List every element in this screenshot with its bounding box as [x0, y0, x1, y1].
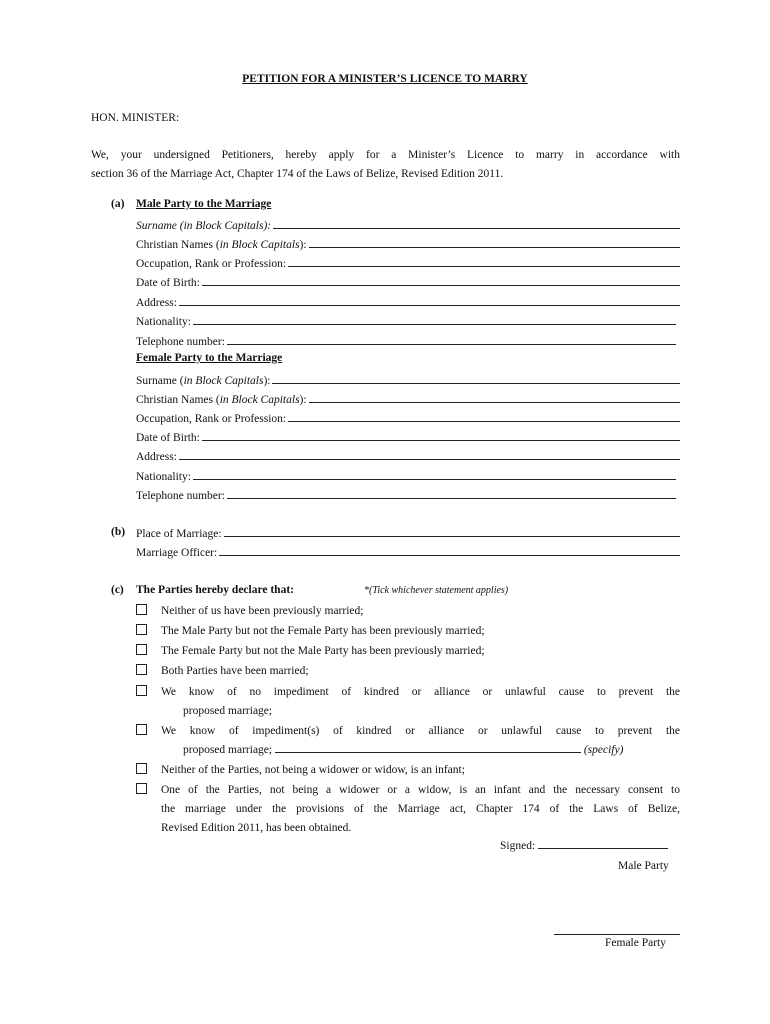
salutation: HON. MINISTER:	[91, 112, 180, 124]
female-telephone-label: Telephone number:	[136, 490, 225, 502]
place-of-marriage-field[interactable]	[136, 521, 680, 540]
signed-label: Signed:	[500, 840, 536, 852]
statement-impediment[interactable]	[136, 722, 680, 760]
statement-female-previously-married[interactable]	[136, 642, 680, 661]
male-occupation-label: Occupation, Rank or Profession:	[136, 258, 287, 270]
statement-text: Neither of us have been previously married;	[161, 605, 364, 617]
female-occupation-label: Occupation, Rank or Profession:	[136, 413, 287, 425]
marriage-officer-label: Marriage Officer:	[136, 547, 218, 559]
female-christian-names-line[interactable]	[309, 402, 680, 403]
statement-text: We know of impediment(s) of kindred or alliance or unlawful cause to prevent the	[161, 725, 680, 737]
tick-note: *(Tick whichever statement applies)	[364, 585, 509, 596]
intro-line-2: section 36 of the Marriage Act, Chapter 174 of the Laws of Belize, Revised Edition 2011.	[91, 168, 504, 180]
female-signature-line[interactable]	[554, 934, 680, 935]
marriage-officer-field[interactable]	[136, 540, 680, 559]
male-address-label: Address:	[136, 297, 177, 309]
female-nationality-line[interactable]	[193, 479, 676, 480]
male-address-line[interactable]	[179, 305, 680, 306]
male-surname-label: Surname (in Block Capitals):	[136, 220, 272, 232]
male-telephone-line[interactable]	[227, 344, 676, 345]
female-address-label: Address:	[136, 451, 177, 463]
statement-text-line-2: the marriage under the provisions of the Marriage act, Chapter 174 of the Laws of Belize,	[161, 803, 680, 815]
statement-text-continued: proposed marriage;	[183, 705, 273, 717]
statement-text-line-3: Revised Edition 2011, has been obtained.	[161, 822, 352, 834]
section-b-letter: (b)	[111, 526, 126, 538]
female-address-field[interactable]	[136, 444, 680, 463]
female-nationality-field[interactable]	[136, 464, 676, 483]
male-address-field[interactable]	[136, 290, 680, 309]
male-occupation-field[interactable]	[136, 251, 680, 270]
female-occupation-field[interactable]	[136, 406, 680, 425]
male-telephone-label: Telephone number:	[136, 336, 225, 348]
intro-line-1: We, your undersigned Petitioners, hereby apply for a Minister’s Licence to marry in accordance with	[91, 149, 680, 161]
female-telephone-line[interactable]	[227, 498, 676, 499]
section-c-letter: (c)	[111, 584, 124, 596]
impediment-specify-line[interactable]	[275, 752, 581, 753]
checkbox[interactable]	[136, 724, 147, 735]
male-dob-line[interactable]	[202, 285, 680, 286]
female-christian-names-label: Christian Names (in Block Capitals):	[136, 394, 307, 406]
checkbox[interactable]	[136, 624, 147, 635]
place-of-marriage-label: Place of Marriage:	[136, 528, 222, 540]
section-a-letter: (a)	[111, 198, 125, 210]
female-surname-field[interactable]	[136, 368, 680, 387]
male-nationality-label: Nationality:	[136, 316, 191, 328]
checkbox[interactable]	[136, 604, 147, 615]
male-christian-names-line[interactable]	[309, 247, 680, 248]
statement-text: The Male Party but not the Female Party has been previously married;	[161, 625, 485, 637]
statement-text-continued: proposed marriage;	[183, 744, 273, 756]
document-title: PETITION FOR A MINISTER’S LICENCE TO MARRY	[242, 73, 528, 85]
female-surname-line[interactable]	[272, 383, 680, 384]
checkbox[interactable]	[136, 783, 147, 794]
female-occupation-line[interactable]	[288, 421, 680, 422]
marriage-officer-line[interactable]	[219, 555, 680, 556]
male-party-heading: Male Party to the Marriage	[136, 198, 272, 210]
signed-block	[500, 840, 668, 852]
statement-text: The Female Party but not the Male Party has been previously married;	[161, 645, 485, 657]
specify-hint: (specify)	[583, 744, 624, 756]
statement-both-married[interactable]	[136, 662, 680, 681]
intro-paragraph	[91, 146, 680, 184]
female-nationality-label: Nationality:	[136, 471, 191, 483]
male-christian-names-field[interactable]	[136, 232, 680, 251]
male-occupation-line[interactable]	[288, 266, 680, 267]
female-party-signature-label: Female Party	[605, 937, 666, 949]
female-christian-names-field[interactable]	[136, 387, 680, 406]
checkbox[interactable]	[136, 763, 147, 774]
statement-text: Neither of the Parties, not being a widower or widow, is an infant;	[161, 764, 465, 776]
statement-infant-consent[interactable]	[136, 781, 680, 838]
male-party-signature-label: Male Party	[618, 860, 669, 872]
checkbox[interactable]	[136, 644, 147, 655]
female-surname-label: Surname (in Block Capitals):	[136, 375, 271, 387]
male-nationality-field[interactable]	[136, 309, 676, 328]
male-dob-field[interactable]	[136, 270, 680, 289]
statement-never-married[interactable]	[136, 602, 680, 621]
statement-no-impediment[interactable]	[136, 683, 680, 721]
female-telephone-field[interactable]	[136, 483, 676, 502]
signed-line[interactable]	[538, 848, 668, 849]
female-address-line[interactable]	[179, 459, 680, 460]
male-dob-label: Date of Birth:	[136, 277, 200, 289]
statement-male-previously-married[interactable]	[136, 622, 680, 641]
place-of-marriage-line[interactable]	[224, 536, 680, 537]
checkbox[interactable]	[136, 685, 147, 696]
female-dob-line[interactable]	[202, 440, 680, 441]
male-surname-line[interactable]	[273, 228, 680, 229]
male-surname-field[interactable]	[136, 213, 680, 232]
checkbox[interactable]	[136, 664, 147, 675]
male-christian-names-label: Christian Names (in Block Capitals):	[136, 239, 307, 251]
statement-text: Both Parties have been married;	[161, 665, 309, 677]
statement-not-infant[interactable]	[136, 761, 680, 780]
female-dob-field[interactable]	[136, 425, 680, 444]
statement-text: One of the Parties, not being a widower or a widow, is an infant and the necessary consent to	[161, 784, 680, 796]
declaration-heading: The Parties hereby declare that:	[136, 584, 294, 596]
female-party-heading: Female Party to the Marriage	[136, 352, 283, 364]
statement-text: We know of no impediment of kindred or alliance or unlawful cause to prevent the	[161, 686, 680, 698]
male-telephone-field[interactable]	[136, 329, 676, 348]
male-nationality-line[interactable]	[193, 324, 676, 325]
female-dob-label: Date of Birth:	[136, 432, 200, 444]
